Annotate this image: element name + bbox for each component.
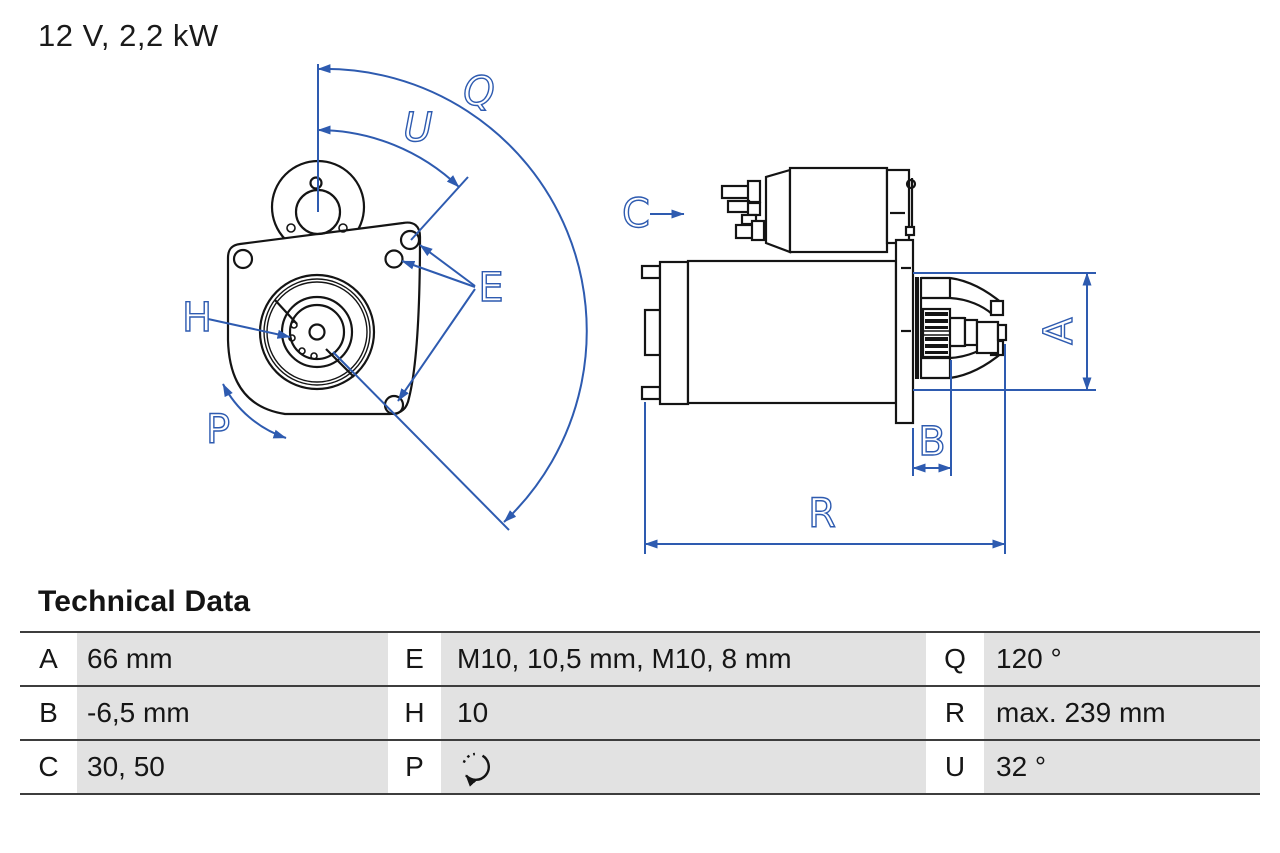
cell-value-B: -6,5 mm [77,687,388,739]
cell-value-R: max. 239 mm [984,687,1260,739]
cell-key-B: B [20,687,77,739]
front-view-drawing [228,161,420,414]
cell-key-U: U [926,741,984,793]
label-C: C [622,191,650,237]
cell-value-E: M10, 10,5 mm, M10, 8 mm [441,633,926,685]
cell-value-A: 66 mm [77,633,388,685]
cell-value-H: 10 [441,687,926,739]
label-H: H [181,295,213,341]
angle-leg-Q [333,352,509,530]
pinion-sleeve [950,317,965,347]
leader-E-1 [420,245,475,286]
shaft-block [977,322,998,353]
cell-value-U: 32 ° [984,741,1260,793]
label-U: U [403,105,433,151]
end-cap [660,262,688,404]
cell-value-Q: 120 ° [984,633,1260,685]
table-row [20,687,1260,741]
pinion-gear [923,309,950,357]
solenoid-nose [766,170,790,252]
housing-block-upper [991,301,1003,315]
page-title: 12 V, 2,2 kW [38,18,219,53]
technical-data-table [20,631,1260,795]
label-P: P [205,407,231,453]
shaft-tip [998,325,1006,340]
terminal-cap-1 [748,181,760,202]
endcap-tab-top [642,266,660,278]
cell-key-R: R [926,687,984,739]
terminal-cap-4 [752,221,764,240]
angle-leg-U [411,177,468,240]
motor-body [688,261,896,403]
terminal-stud-2 [728,201,749,212]
cell-key-A: A [20,633,77,685]
label-E: E [478,265,504,311]
table-row [20,741,1260,795]
label-R: R [808,491,836,537]
shaft-collar [965,320,977,345]
rotation-direction-icon [457,747,495,787]
cell-key-P: P [388,741,441,793]
solenoid-body [790,168,887,252]
angle-arc-U [318,130,459,187]
solenoid-rear-notch [906,227,914,235]
endcap-tab-bottom [642,387,660,399]
cell-key-E: E [388,633,441,685]
boss-left-pin-hole [287,224,295,232]
cell-key-C: C [20,741,77,793]
boss-top-hole [311,178,322,189]
table-heading: Technical Data [38,585,251,618]
label-Q: Q [463,69,495,115]
cell-key-Q: Q [926,633,984,685]
endcap-boss [645,310,660,355]
table-row [20,633,1260,687]
label-B: B [918,419,946,465]
cell-key-H: H [388,687,441,739]
terminal-cap-2 [748,203,760,215]
cell-value-C: 30, 50 [77,741,388,793]
terminal-stud-1 [722,186,749,198]
cell-value-P [441,741,926,793]
label-A: A [1036,317,1082,345]
